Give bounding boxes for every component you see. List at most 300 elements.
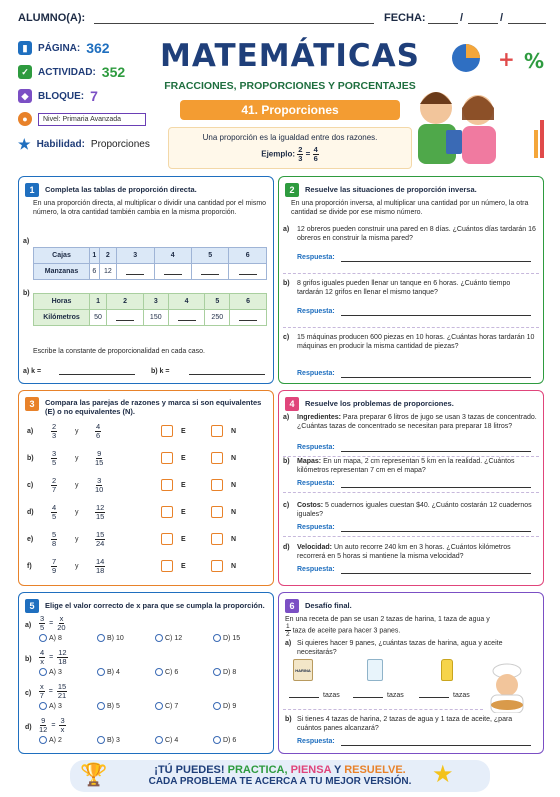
denominator: 7	[52, 485, 57, 494]
numerator: 15	[96, 530, 105, 539]
option-label: B) 5	[107, 703, 120, 710]
section-title: Resuelve los problemas de proporciones.	[305, 399, 454, 408]
svg-text:%: %	[524, 49, 545, 73]
fraction	[95, 504, 105, 521]
problem-topic: Ingredientes:	[297, 414, 341, 421]
numerator: 2	[52, 422, 57, 431]
e-label: E	[181, 536, 186, 543]
recipe-text-2	[285, 623, 541, 638]
definition-box	[168, 127, 412, 169]
pagina-label: PÁGINA:	[38, 42, 81, 54]
radio-circle[interactable]	[213, 668, 221, 676]
table-cell: 4	[168, 294, 205, 310]
table-cell: 1	[90, 294, 107, 310]
numerator: 7	[52, 557, 57, 566]
answer-option[interactable]	[97, 668, 120, 677]
radio-circle[interactable]	[213, 634, 221, 642]
lesson-banner: 41. Proporciones	[180, 100, 400, 120]
y-connector: y	[75, 455, 79, 462]
respuesta-label: Respuesta:	[297, 254, 335, 261]
answer-line[interactable]	[341, 487, 531, 488]
numerator: 5	[52, 530, 57, 539]
fraction	[51, 423, 57, 440]
e-label: E	[181, 428, 186, 435]
problem-text: Si quieres hacer 9 panes, ¿cuántas tazas de harina, agua y aceite necesitarás?	[297, 640, 503, 656]
ratio-pair-row	[19, 529, 269, 553]
answer-line[interactable]	[341, 261, 531, 262]
answer-blank[interactable]	[117, 264, 154, 280]
radio-circle[interactable]	[97, 668, 105, 676]
star-icon: ★	[432, 761, 454, 788]
section-intro: En una proporción inversa, al multiplicar una cantidad por un número, la otra cantidad se divide por ese mismo número.	[291, 200, 529, 216]
problem-topic: Mapas:	[297, 458, 322, 465]
denominator: 3	[298, 154, 303, 163]
item-label: d)	[25, 724, 32, 731]
footer-text: ¡TÚ PUEDES!	[154, 764, 225, 776]
y-connector: y	[75, 482, 79, 489]
denominator: 18	[58, 657, 67, 666]
constant-b-label: b) k =	[151, 368, 170, 375]
equals-sign: =	[49, 620, 54, 627]
divider	[283, 709, 483, 710]
e-label: E	[181, 563, 186, 570]
option-label: A) 8	[49, 635, 62, 642]
trophy-icon: 🏆	[80, 762, 108, 787]
answer-line[interactable]	[341, 315, 531, 316]
equivalent-checkbox[interactable]	[161, 452, 173, 464]
fecha-year-field[interactable]	[508, 12, 546, 24]
answer-option[interactable]	[155, 702, 178, 711]
footer-text: PRACTICA,	[227, 764, 288, 776]
item-label: b)	[23, 290, 30, 297]
numerator: x	[40, 682, 44, 691]
section-number: 4	[285, 397, 299, 411]
ratio-pair-row	[19, 502, 269, 526]
table-cell: 6	[230, 294, 267, 310]
section-6	[278, 592, 544, 754]
item-label: c)	[283, 502, 290, 509]
answer-option[interactable]	[213, 634, 240, 643]
ratio-2	[95, 423, 101, 440]
numerator: 12	[58, 648, 67, 657]
problem-body: 5 cuadernos iguales cuestan $40. ¿Cuánto costarán 12 cuadernos iguales?	[297, 502, 532, 518]
respuesta-label: Respuesta:	[297, 738, 335, 745]
section-intro: En una proporción directa, al multiplicar o dividir una cantidad por el mismo número, la otra cantidad también cambia en la misma proporción.	[33, 200, 267, 216]
equivalent-checkbox[interactable]	[161, 506, 173, 518]
option-label: D) 6	[223, 737, 237, 744]
table-cell: Manzanas	[34, 264, 90, 280]
table-cell: 3	[143, 294, 168, 310]
respuesta-label: Respuesta:	[297, 444, 335, 451]
radio-circle[interactable]	[155, 634, 163, 642]
table-cell: 3	[117, 248, 154, 264]
numerator: 9	[41, 716, 46, 725]
section-1	[18, 176, 274, 384]
n-label: N	[231, 509, 237, 516]
denominator: 5	[52, 512, 57, 521]
answer-option[interactable]	[39, 736, 62, 745]
respuesta-label: Respuesta:	[297, 308, 335, 315]
alumno-field[interactable]	[94, 12, 374, 24]
not-equivalent-checkbox[interactable]	[211, 533, 223, 545]
answer-option[interactable]	[97, 634, 124, 643]
fraction	[59, 717, 65, 734]
not-equivalent-checkbox[interactable]	[211, 425, 223, 437]
denominator: 20	[57, 623, 66, 632]
denominator: 3	[52, 431, 57, 440]
page-title: MATEMÁTICAS	[160, 38, 420, 74]
constant-instruction: Escribe la constante de proporcionalidad en cada caso.	[33, 348, 205, 355]
fraction	[39, 717, 47, 734]
divider	[283, 492, 539, 493]
star-icon: ★	[18, 136, 31, 152]
answer-blank[interactable]	[191, 264, 228, 280]
denominator: 2	[286, 631, 290, 638]
equals-sign: =	[51, 722, 56, 729]
denominator: 15	[96, 512, 105, 521]
fecha-month-field[interactable]	[468, 12, 498, 24]
answer-option[interactable]	[155, 668, 178, 677]
item-label: a)	[283, 414, 290, 421]
item-label: a)	[27, 428, 34, 435]
ratio-1	[51, 558, 57, 575]
section-3	[18, 390, 274, 586]
ratio-2	[95, 504, 105, 521]
radio-circle[interactable]	[97, 702, 105, 710]
nivel-box: Nivel: Primaria Avanzada	[38, 113, 146, 126]
actividad-number: 352	[101, 64, 126, 80]
item-label: d)	[283, 544, 290, 551]
section-title: Desafío final.	[305, 601, 352, 610]
table-cell: Kilómetros	[34, 310, 90, 326]
ratio-1	[51, 504, 57, 521]
answer-option[interactable]	[97, 702, 120, 711]
option-label: D) 9	[223, 703, 237, 710]
page-subtitle: FRACCIONES, PROPORCIONES Y PORCENTAJES	[164, 80, 416, 92]
check-icon: ✓	[18, 65, 32, 79]
option-label: C) 4	[165, 737, 179, 744]
not-equivalent-checkbox[interactable]	[211, 506, 223, 518]
n-label: N	[231, 482, 237, 489]
radio-circle[interactable]	[155, 702, 163, 710]
denominator: 12	[39, 725, 48, 734]
fraction	[95, 450, 103, 467]
habilidad-label: Habilidad:	[36, 139, 85, 150]
alumno-label: ALUMNO(A):	[18, 12, 86, 24]
definition-text: Una proporción es la igualdad entre dos razones.	[202, 133, 378, 142]
equivalent-checkbox[interactable]	[161, 533, 173, 545]
numerator: x	[59, 614, 64, 623]
equivalent-checkbox[interactable]	[161, 425, 173, 437]
ratio-1	[51, 531, 57, 548]
footer-text: Y	[333, 764, 342, 776]
table-cell: 5	[205, 294, 230, 310]
table-cell: Cajas	[34, 248, 90, 264]
fraction	[51, 504, 57, 521]
y-connector: y	[75, 536, 79, 543]
answer-blank[interactable]	[154, 264, 191, 280]
problem-text	[297, 413, 539, 431]
n-label: N	[231, 455, 237, 462]
footer-text: PIENSA	[290, 764, 332, 776]
student-header	[18, 10, 546, 28]
table-cell: 4	[154, 248, 191, 264]
person-icon: ●	[18, 112, 32, 126]
answer-blank[interactable]	[230, 310, 267, 326]
tazas-label: tazas	[387, 692, 404, 699]
table-cell: 1	[90, 248, 100, 264]
item-label: a)	[23, 238, 30, 245]
denominator: 7	[39, 691, 44, 700]
problem-text: 12 obreros pueden construir una pared en 8 días. ¿Cuántos días tardarán 16 obreros en construir la misma pared?	[297, 226, 536, 242]
denominator: 6	[96, 431, 101, 440]
answer-blank[interactable]	[229, 264, 267, 280]
table-row	[34, 310, 267, 326]
denominator: 18	[96, 566, 105, 575]
numerator: 2	[298, 145, 303, 154]
denominator: 5	[40, 623, 45, 632]
item-label: c)	[27, 482, 34, 489]
answer-line[interactable]	[341, 451, 531, 452]
radio-circle[interactable]	[97, 634, 105, 642]
answer-option[interactable]	[213, 736, 236, 745]
fraction	[51, 558, 57, 575]
section-title: Completa las tablas de proporción directa.	[45, 185, 197, 194]
equivalent-checkbox[interactable]	[161, 479, 173, 491]
divider	[283, 273, 539, 274]
date-separator: /	[500, 12, 504, 24]
proportion-table-a	[33, 247, 267, 280]
flour-bag-icon	[293, 659, 313, 681]
option-label: B) 4	[107, 669, 120, 676]
section-number: 2	[285, 183, 299, 197]
option-label: A) 3	[49, 669, 62, 676]
answer-blank[interactable]	[107, 310, 144, 326]
problem-topic: Velocidad:	[297, 544, 333, 551]
option-label: D) 8	[223, 669, 237, 676]
equals-sign: =	[49, 654, 54, 661]
item-label: d)	[27, 509, 34, 516]
agua-field[interactable]	[353, 697, 383, 698]
water-glass-icon	[367, 659, 383, 681]
problem-topic: Costos:	[297, 502, 324, 509]
fecha-day-field[interactable]	[428, 12, 458, 24]
bloque-row	[18, 88, 98, 104]
ratio-2	[95, 477, 103, 494]
fraction	[39, 683, 45, 700]
fraction	[313, 146, 319, 163]
table-cell: 250	[205, 310, 230, 326]
fraction	[57, 683, 67, 700]
pie-slice-icon	[466, 44, 480, 58]
table-cell: 2	[99, 248, 116, 264]
tazas-label: tazas	[323, 692, 340, 699]
denominator: 10	[95, 485, 104, 494]
divider	[283, 327, 539, 328]
radio-circle[interactable]	[213, 736, 221, 744]
section-title: Elige el valor correcto de x para que se cumpla la proporción.	[45, 601, 265, 610]
table-cell: 150	[143, 310, 168, 326]
pagina-row	[18, 40, 110, 56]
numerator: 12	[96, 503, 105, 512]
option-label: C) 7	[165, 703, 179, 710]
proportion-equation	[39, 649, 68, 666]
numerator: 4	[52, 503, 57, 512]
fraction	[51, 450, 57, 467]
option-label: A) 3	[49, 703, 62, 710]
numerator: 4	[96, 422, 101, 431]
section-number: 5	[25, 599, 39, 613]
answer-line[interactable]	[341, 745, 531, 746]
answer-line[interactable]	[341, 573, 531, 574]
not-equivalent-checkbox[interactable]	[211, 452, 223, 464]
item-label: a)	[283, 226, 290, 233]
constant-a-field[interactable]	[59, 374, 135, 375]
not-equivalent-checkbox[interactable]	[211, 479, 223, 491]
e-label: E	[181, 455, 186, 462]
ratio-1	[51, 450, 57, 467]
fraction	[51, 531, 57, 548]
students-illustration	[406, 80, 506, 170]
example-label: Ejemplo:	[261, 149, 296, 159]
option-label: C) 6	[165, 669, 179, 676]
section-5	[18, 592, 274, 754]
radio-circle[interactable]	[155, 668, 163, 676]
flour-label: HARINA	[295, 668, 311, 673]
habilidad-value: Proporciones	[90, 139, 150, 150]
equivalent-checkbox[interactable]	[161, 560, 173, 572]
ratio-2	[95, 450, 103, 467]
radio-circle[interactable]	[39, 702, 47, 710]
denominator: 8	[52, 539, 57, 548]
y-connector: y	[75, 563, 79, 570]
denominator: 5	[52, 458, 57, 467]
svg-text:+: +	[498, 47, 515, 71]
item-label: b)	[283, 280, 290, 287]
equals-sign: =	[305, 149, 311, 159]
denominator: 21	[57, 691, 67, 700]
item-label: b)	[285, 716, 292, 723]
equals-sign: =	[48, 688, 53, 695]
problem-text: Si tienes 4 tazas de harina, 2 tazas de agua y 1 taza de aceite, ¿para cuántos panes alcanzará?	[297, 716, 513, 732]
numerator: 14	[96, 557, 105, 566]
problem-body: Para preparar 6 litros de jugo se usan 3 tazas de concentrado. ¿Cuántas tazas de concentrado se necesitan para preparar 18 litros?	[297, 414, 537, 430]
problem-text	[297, 501, 539, 519]
section-number: 1	[25, 183, 39, 197]
radio-circle[interactable]	[155, 736, 163, 744]
answer-option[interactable]	[39, 668, 62, 677]
respuesta-label: Respuesta:	[297, 480, 335, 487]
numerator: 1	[286, 623, 290, 630]
divider	[283, 536, 539, 537]
proportion-equation	[39, 717, 66, 734]
answer-line[interactable]	[341, 377, 531, 378]
radio-circle[interactable]	[97, 736, 105, 744]
definition-example	[169, 146, 411, 163]
radio-circle[interactable]	[39, 736, 47, 744]
item-label: e)	[27, 536, 34, 543]
ratio-pair-row	[19, 475, 269, 499]
numerator: 15	[57, 682, 67, 691]
answer-option[interactable]	[155, 634, 182, 643]
numerator: 3	[52, 449, 57, 458]
harina-field[interactable]	[289, 697, 319, 698]
proportion-equation	[39, 683, 67, 700]
ratio-2	[95, 558, 105, 575]
footer-banner	[70, 760, 490, 792]
denominator: x	[40, 657, 44, 666]
chef-illustration	[485, 663, 535, 713]
respuesta-label: Respuesta:	[297, 370, 335, 377]
answer-line[interactable]	[341, 531, 531, 532]
table-cell: 6	[229, 248, 267, 264]
problem-text: 15 máquinas producen 600 piezas en 10 horas. ¿Cuántas horas tardarán 10 máquinas en producir la misma cantidad de piezas?	[297, 334, 535, 350]
n-label: N	[231, 563, 237, 570]
problem-text	[297, 543, 539, 561]
fraction	[285, 623, 291, 638]
ratio-pair-row	[19, 421, 269, 445]
aceite-field[interactable]	[419, 697, 449, 698]
oil-bottle-icon	[441, 659, 453, 681]
option-label: C) 12	[165, 635, 183, 642]
problem-body: Un auto recorre 240 km en 3 horas. ¿Cuántos kilómetros recorrerá en 5 horas si mantiene la misma velocidad?	[297, 544, 511, 560]
radio-circle[interactable]	[39, 634, 47, 642]
constant-b-field[interactable]	[189, 374, 265, 375]
footer-text: RESUELVE.	[344, 764, 406, 776]
answer-blank[interactable]	[168, 310, 205, 326]
n-label: N	[231, 536, 237, 543]
cube-icon: ◆	[18, 89, 32, 103]
table-row	[34, 294, 267, 310]
answer-option[interactable]	[97, 736, 120, 745]
tazas-label: tazas	[453, 692, 470, 699]
fraction	[95, 477, 103, 494]
answer-option[interactable]	[213, 668, 236, 677]
option-label: D) 15	[223, 635, 241, 642]
answer-option[interactable]	[39, 702, 62, 711]
answer-option[interactable]	[39, 634, 62, 643]
radio-circle[interactable]	[213, 702, 221, 710]
section-number: 3	[25, 397, 39, 411]
y-connector: y	[75, 428, 79, 435]
numerator: 3	[60, 716, 65, 725]
fraction	[51, 477, 57, 494]
fraction	[57, 615, 65, 632]
item-label: c)	[25, 690, 32, 697]
numerator: 4	[313, 145, 318, 154]
actividad-label: ACTIVIDAD:	[38, 66, 96, 78]
numerator: 3	[40, 614, 45, 623]
answer-option[interactable]	[155, 736, 178, 745]
numerator: 4	[40, 648, 45, 657]
table-cell: 12	[99, 264, 116, 280]
radio-circle[interactable]	[39, 668, 47, 676]
numerator: 9	[97, 449, 102, 458]
proportion-table-b	[33, 293, 267, 326]
answer-option[interactable]	[213, 702, 236, 711]
ratio-1	[51, 477, 57, 494]
table-cell: Horas	[34, 294, 90, 310]
fraction	[95, 558, 105, 575]
not-equivalent-checkbox[interactable]	[211, 560, 223, 572]
respuesta-label: Respuesta:	[297, 524, 335, 531]
section-title: Resuelve las situaciones de proporción inversa.	[305, 185, 477, 194]
recipe-text-end: taza de aceite para hacer 3 panes.	[292, 627, 401, 635]
fraction	[39, 649, 45, 666]
book-icon: ▮	[18, 41, 32, 55]
ratio-2	[95, 531, 105, 548]
denominator: x	[60, 725, 65, 734]
